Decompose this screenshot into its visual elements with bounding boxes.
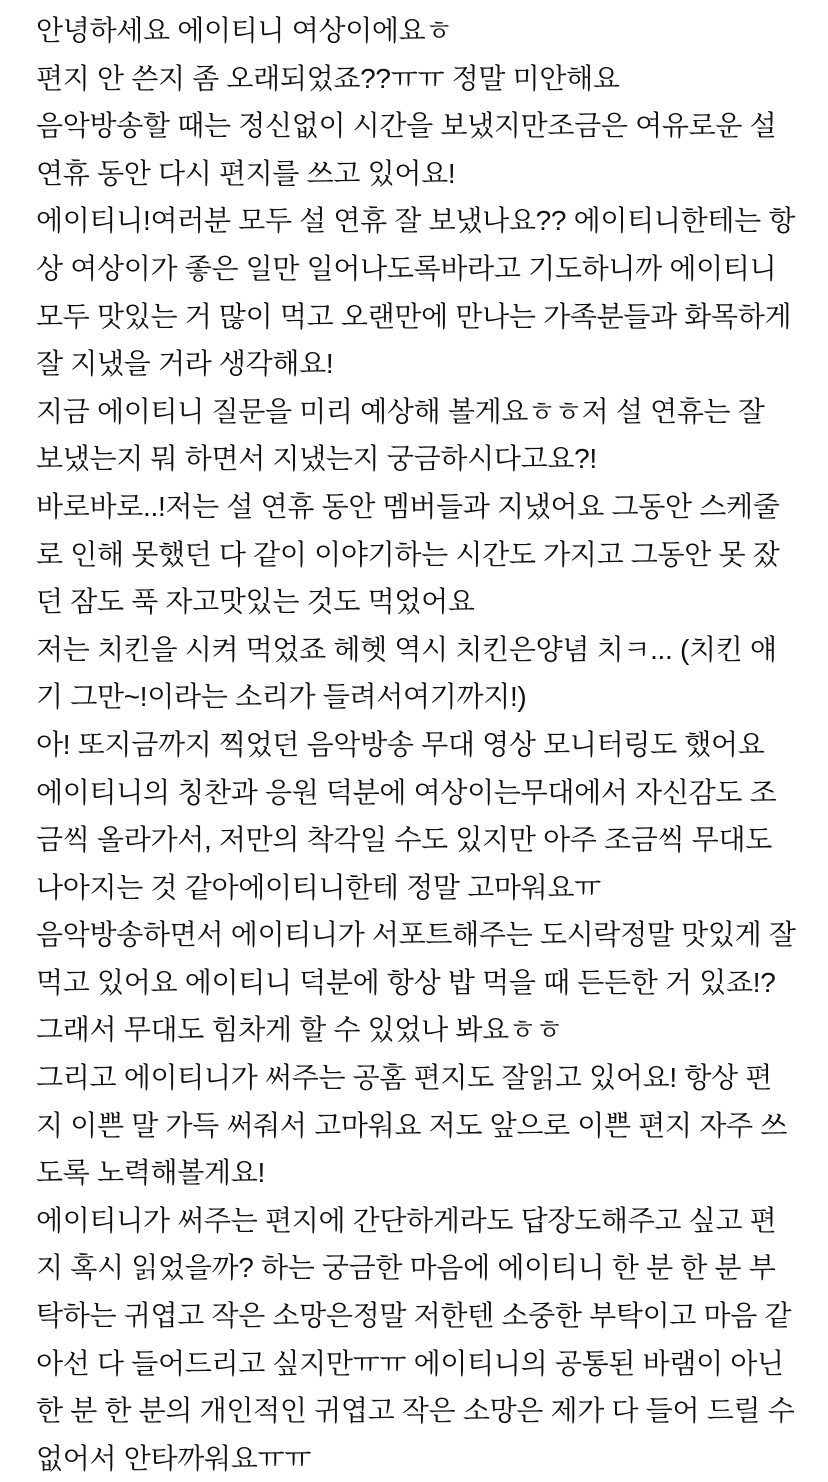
letter-paragraph: 편지 안 쓴지 좀 오래되었죠??ㅠㅠ 정말 미안해요 [36,62,620,94]
letter-paragraph: 에이티니!여러분 모두 설 연휴 잘 보냈나요?? 에이티니한테는 항상 여상이가 좋은 일만 일어나도록바라고 기도하니까 에이티니 모두 맛있는 거 많이 먹고 오랜만에 만나는 가족분들과 화목하게 잘 지냈을 거라 생각해요! [36,205,796,380]
letter-paragraph: 에이티니가 써주는 편지에 간단하게라도 답장도해주고 싶고 편지 혹시 읽었을까? 하는 궁금한 마음에 에이티니 한 분 한 분 부탁하는 귀엽고 작은 소망은정말 저한텐 소중한 부탁이고 마음 같아선 다 들어드리고 싶지만ㅠㅠ 에이티니의 공통된 바램이 아닌 한 분 한 분의 개인적인 귀엽고 작은 소망은 제가 다 들어 드릴 수 없어서 안타까워요ㅠㅠ [36,1204,795,1474]
letter-paragraph: 안녕하세요 에이티니 여상이에요ㅎ [36,15,453,46]
letter-paragraph: 지금 에이티니 질문을 미리 예상해 볼게요ㅎㅎ저 설 연휴는 잘 보냈는지 뭐 하면서 지냈는지 궁금하시다고요?! [36,395,765,475]
letter-paragraph: 음악방송할 때는 정신없이 시간을 보냈지만조금은 여유로운 설 연휴 동안 다시 편지를 쓰고 있어요! [36,110,777,189]
letter-paragraph: 그리고 에이티니가 써주는 공홈 편지도 잘읽고 있어요! 항상 편지 이쁜 말 가득 써줘서 고마워요 저도 앞으로 이쁜 편지 자주 쓰도록 노력해볼게요! [36,1062,787,1189]
letter-paragraph: 에이티니의 칭찬과 응원 덕분에 여상이는무대에서 자신감도 조금씩 올라가서, 저만의 착각일 수도 있지만 아주 조금씩 무대도 나아지는 것 같아에이티니한테 정말 고마워요ㅠ [36,776,777,903]
letter-paragraph: 아! 또지금까지 찍었던 음악방송 무대 영상 모니터링도 했어요 [36,728,765,760]
letter-paragraph: 바로바로..!저는 설 연휴 동안 멤버들과 지냈어요 그동안 스케줄로 인해 못했던 다 같이 이야기하는 시간도 가지고 그동안 못 잤던 잠도 푹 자고맛있는 것도 먹었어요 [36,490,780,618]
letter-paragraph: 음악방송하면서 에이티니가 서포트해주는 도시락정말 맛있게 잘 먹고 있어요 에이티니 덕분에 항상 밥 먹을 때 든든한 거 있죠!? 그래서 무대도 힘차게 할 수 있었나 봐요ㅎㅎ [36,919,796,1046]
letter-paragraph: 저는 치킨을 시켜 먹었죠 헤헷 역시 치킨은양념 치ㅋ... (치킨 얘기 그만~!이라는 소리가 들려서여기까지!) [36,633,777,713]
